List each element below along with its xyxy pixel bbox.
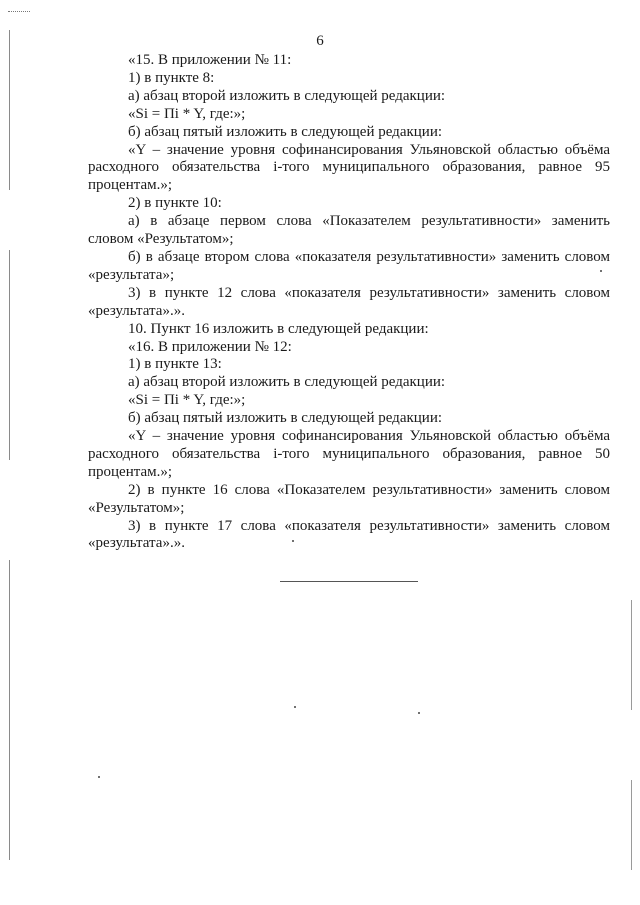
scan-left-edge: [9, 30, 10, 190]
scan-left-edge: [9, 560, 10, 860]
scan-speck: [600, 270, 602, 272]
paragraph: 1) в пункте 8:: [128, 69, 215, 86]
scan-speck: [294, 706, 296, 708]
end-separator-line: [280, 581, 418, 582]
scan-left-edge: [9, 250, 10, 460]
scan-right-edge: [631, 600, 632, 710]
paragraph: 2) в пункте 10:: [128, 195, 222, 212]
paragraph: «Si = Пi * Y, где:»;: [128, 105, 246, 122]
paragraph: а) абзац второй изложить в следующей редакции:: [128, 374, 446, 391]
paragraph: б) абзац пятый изложить в следующей редакции:: [128, 123, 443, 140]
paragraph: «Y – значение уровня софинансирования Ульяновской областью объёма расходного обязательства i-того муниципального образования, равное 95 процентам.»;: [88, 141, 610, 194]
paragraph: «Y – значение уровня софинансирования Ульяновской областью объёма расходного обязательства i-того муниципального образования, равное 50 процентам.»;: [88, 428, 610, 480]
paragraph: а) абзац второй изложить в следующей редакции:: [128, 87, 446, 104]
paragraph: «Si = Пi * Y, где:»;: [128, 392, 246, 409]
scan-speck: [98, 776, 100, 778]
paragraph: 3) в пункте 12 слова «показателя результативности» заменить словом «результата».».: [88, 284, 610, 319]
paragraph: 10. Пункт 16 изложить в следующей редакции:: [128, 320, 429, 337]
scan-right-edge: [631, 780, 632, 870]
page-number: 6: [316, 33, 324, 49]
document-body: [88, 52, 610, 553]
paragraph: а) в абзаце первом слова «Показателем результативности» заменить словом «Результатом»;: [88, 213, 610, 248]
paragraph: 2) в пункте 16 слова «Показателем результативности» заменить словом «Результатом»;: [88, 481, 610, 516]
scan-corner-mark: [8, 11, 30, 12]
paragraph: б) в абзаце втором слова «показателя результативности» заменить словом «результата»;: [88, 248, 610, 283]
paragraph: 3) в пункте 17 слова «показателя результативности» заменить словом «результата».».: [88, 517, 610, 552]
paragraph: 1) в пункте 13:: [128, 356, 222, 373]
paragraph: «15. В приложении № 11:: [128, 52, 292, 68]
paragraph: б) абзац пятый изложить в следующей редакции:: [128, 410, 443, 427]
scan-speck: [418, 712, 420, 714]
scan-speck: [292, 540, 294, 542]
paragraph: «16. В приложении № 12:: [128, 338, 292, 355]
